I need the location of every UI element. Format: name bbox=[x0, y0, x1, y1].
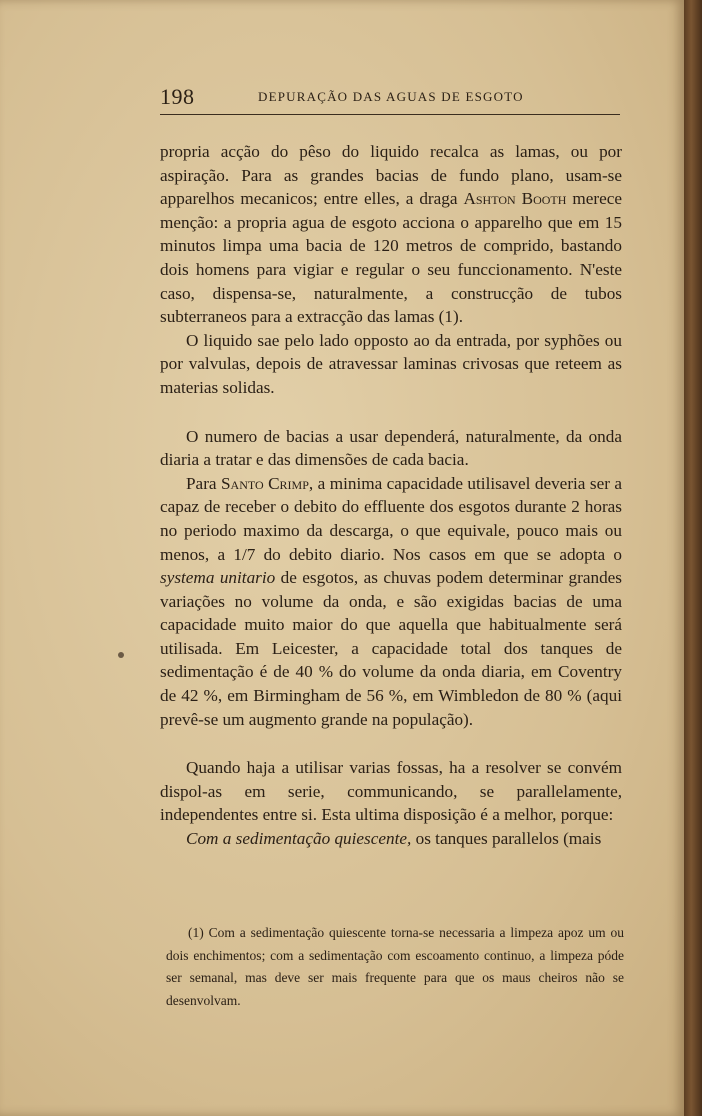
paragraph-2: O liquido sae pelo lado opposto ao da entrada, por syphões ou por valvulas, depois de atravessar laminas crivosas que reteem as materias solidas. bbox=[160, 330, 622, 397]
footnote-1: (1) Com a sedimentação quiescente torna-se necessaria a limpeza apoz um ou dois enchimentos; com a sedimentação com escoamento continuo, a limpeza póde ser semanal, mas deve ser mais frequente para que os maus cheiros não se desenvolvam. bbox=[166, 925, 624, 1008]
paragraph-3: O numero de bacias a usar dependerá, naturalmente, da onda diaria a tratar e das dimensões de cada bacia. bbox=[160, 426, 622, 470]
paragraph-4: Para Santo Crimp, a minima capacidade utilisavel deveria ser a capaz de receber o debito do effluente dos esgotos durante 2 horas no periodo maximo da descarga, o que equivale, pouco mais ou menos, a 1/7 do debito diario. Nos casos em que se adopta o systema unitario de esgotos, as chuvas podem determinar grandes variações no volume da onda, e são exigidas bacias de uma capacidade muito maior do que aquella que habitualmente será utilisada. Em Leicester, a capacidade total dos tanques de sedimentação é de 40 % do volume da onda diaria, em Coventry de 42 %, em Birmingham de 56 %, em Wimbledon de 80 % (aqui prevê-se um augmento grande na população). bbox=[160, 473, 622, 729]
running-header bbox=[160, 84, 620, 115]
paragraph-6: Com a sedimentação quiescente, os tanques parallelos (mais bbox=[186, 829, 602, 849]
running-title: DEPURAÇÃO DAS AGUAS DE ESGOTO bbox=[258, 89, 524, 104]
paragraph-1: propria acção do pêso do liquido recalca as lamas, ou por aspiração. Para as grandes bacias de fundo plano, usam-se apparelhos mecanicos; entre elles, a draga Ashton Booth merece menção: a propria agua de esgoto acciona o apparelho que em 15 minutos limpa uma bacia de 120 metros de comprido, bastando dois homens para vigiar e regular o seu funccionamento. N'este caso, dispensa-se, naturalmente, a construcção de tubos subterraneos para a extracção das lamas (1). bbox=[160, 142, 622, 327]
person-name: Santo Crimp bbox=[220, 473, 309, 493]
italic-term: systema unitario bbox=[160, 568, 276, 588]
page-number: 198 bbox=[160, 84, 195, 109]
person-name: Ashton Booth bbox=[463, 189, 567, 209]
fraction: 1/7 bbox=[233, 544, 256, 564]
ink-spot bbox=[118, 652, 124, 658]
paragraph-5: Quando haja a utilisar varias fossas, ha a resolver se convém dispol-as em serie, communicando, se parallelamente, independentes entre si. Esta ultima disposição é a melhor, porque: bbox=[160, 758, 622, 825]
page-edge bbox=[684, 0, 702, 1116]
footnote bbox=[166, 922, 624, 1012]
body-text bbox=[160, 140, 622, 851]
